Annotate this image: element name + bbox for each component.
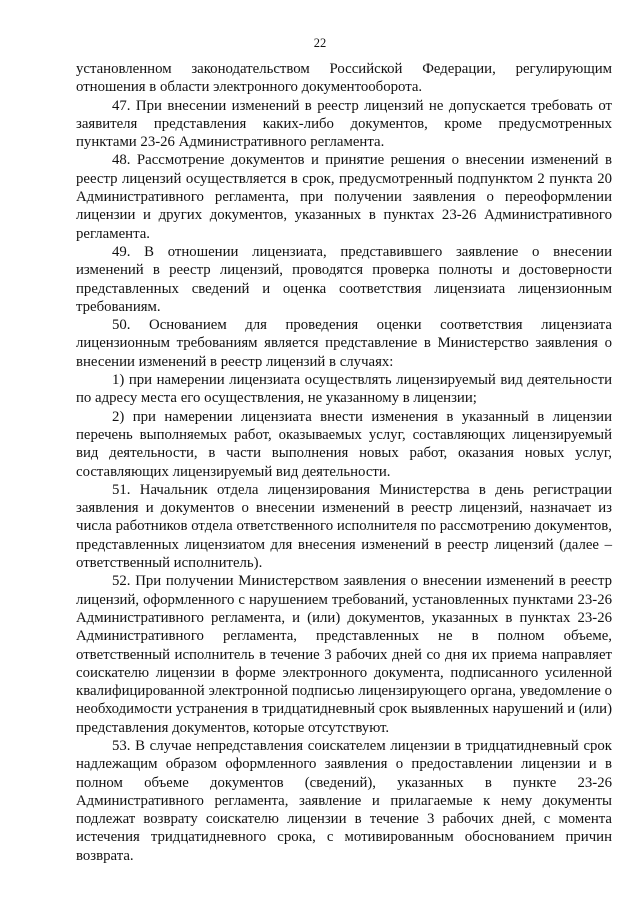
paragraph-52: 52. При получении Министерством заявления о внесении изменений в реестр лицензий, оформленного с нарушением требований, установленных пунктами 23-26 Административного регламента, и (или) документов, указанных в пунктах 23-26 Административного регламента, представленных не в полном объеме, ответственный исполнитель в течение 3 рабочих дней со дня их приема направляет соискателю лицензии в форме электронного документа, подписанного усиленной квалифицированной электронной подписью лицензирующего органа, уведомление о необходимости устранения в тридцатидневный срок выявленных нарушений и (или) представления документов, которые отсутствуют. [76, 573, 612, 736]
paragraph-48: 48. Рассмотрение документов и принятие решения о внесении изменений в реестр лицензий осуществляется в срок, предусмотренный подпунктом 2 пункта 20 Административного регламента, при получении заявления о переоформлении лицензии и других документов, указанных в пунктах 23-26 Административного регламента. [76, 152, 612, 242]
paragraph-53: 53. В случае непредставления соискателем лицензии в тридцатидневный срок надлежащим образом оформленного заявления о предоставлении лицензии и в полном объеме документов (сведений), указанных в пункте 23-26 Административного регламента, заявление и прилагаемые к нему документы подлежат возврату соискателю лицензии в течение 3 рабочих дней, с момента истечения тридцатидневного срока, с мотивированным обоснованием причин возврата. [76, 737, 612, 864]
page-number: 22 [313, 36, 327, 50]
body-text [76, 60, 612, 865]
paragraph-49: 49. В отношении лицензиата, представившего заявление о внесении изменений в реестр лицензий, проводятся проверка полноты и достоверности представленных сведений и оценка соответствия лицензиата лицензионным требованиям. [76, 243, 612, 315]
paragraph-47: 47. При внесении изменений в реестр лицензий не допускается требовать от заявителя представления каких-либо документов, кроме предусмотренных пунктами 23-26 Административного регламента. [76, 97, 612, 151]
paragraph-50-item-1: 1) при намерении лицензиата осуществлять лицензируемый вид деятельности по адресу места его осуществления, не указанному в лицензии; [76, 372, 612, 407]
paragraph-50-item-2: 2) при намерении лицензиата внести изменения в указанный в лицензии перечень выполняемых работ, оказываемых услуг, составляющих лицензируемый вид деятельности, в части выполнения новых работ, оказания новых услуг, составляющих лицензируемый вид деятельности. [76, 408, 612, 480]
paragraph-51: 51. Начальник отдела лицензирования Министерства в день регистрации заявления и документов о внесении изменений в реестр лицензий, назначает из числа работников отдела ответственного исполнителя по рассмотрению документов, представленных лицензиатом для внесения изменений в реестр лицензий (далее – ответственный исполнитель). [76, 481, 612, 572]
paragraph-50: 50. Основанием для проведения оценки соответствия лицензиата лицензионным требованиям является представление в Министерство заявления о внесении изменений в реестр лицензий в случаях: [76, 317, 612, 370]
paragraph-continuation: установленном законодательством Российской Федерации, регулирующим отношения в области электронного документооборота. [76, 61, 612, 96]
